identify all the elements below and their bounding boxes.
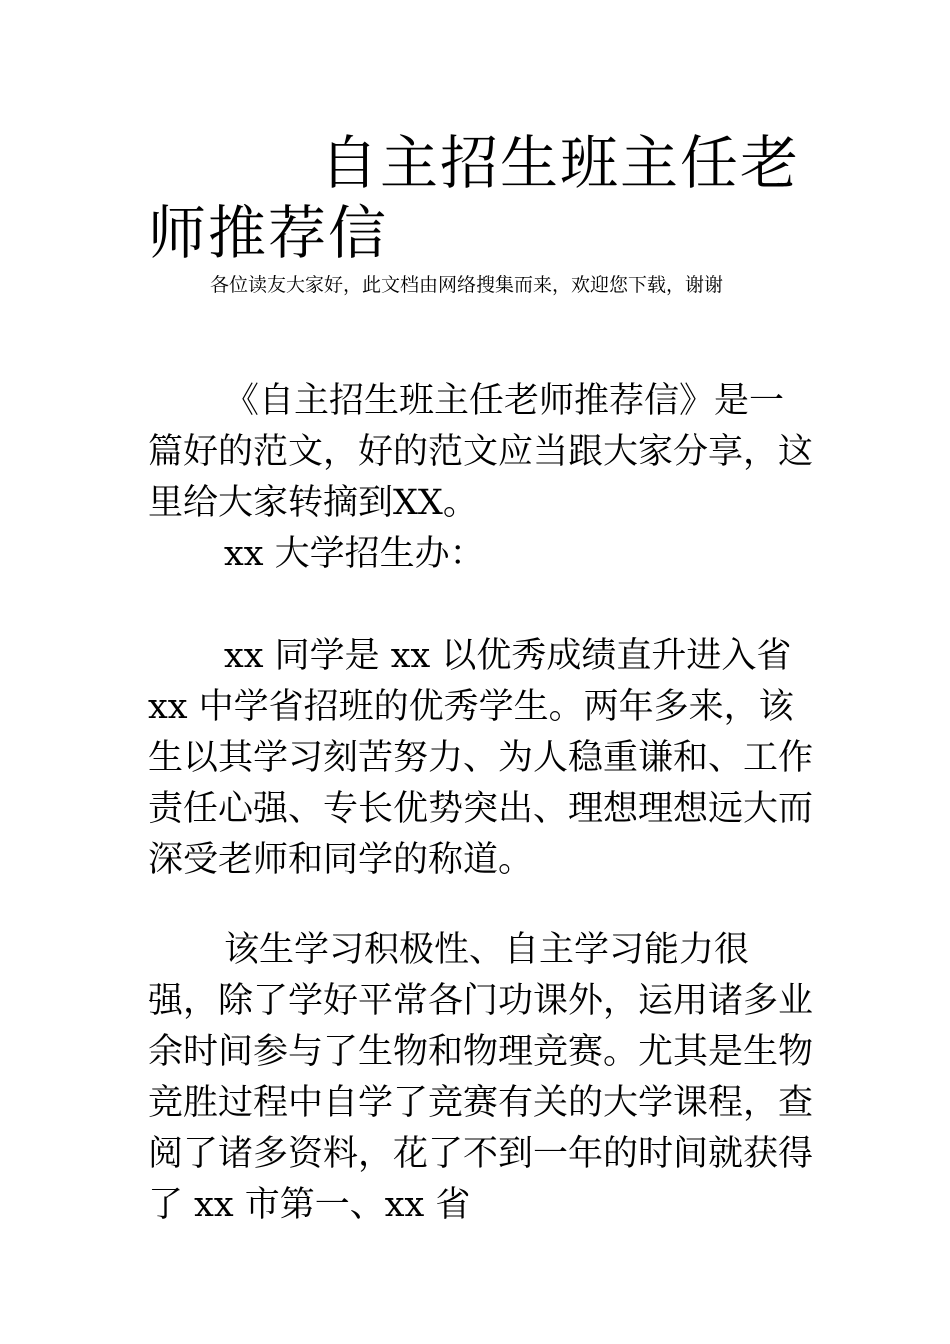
intro-paragraph: 《自主招生班主任老师推荐信》是一篇好的范文，好的范文应当跟大家分享，这里给大家转摘到XX。 bbox=[148, 381, 814, 523]
title-line-2: 师推荐信 bbox=[148, 199, 389, 267]
body-paragraph-1: xx 同学是 xx 以优秀成绩直升进入省 xx 中学省招班的优秀学生。两年多来，该生以其学习刻苦努力、为人稳重谦和、工作责任心强、专长优势突出、理想理想远大而深受老师和同学的称道。 bbox=[148, 636, 814, 880]
salutation: xx 大学招生办： bbox=[224, 534, 485, 574]
download-note: 各位读友大家好，此文档由网络搜集而来，欢迎您下载，谢谢 bbox=[210, 274, 724, 296]
document-title bbox=[148, 128, 808, 268]
title-line-1: 自主招生班主任老 bbox=[320, 129, 801, 197]
body-paragraph-2: 该生学习积极性、自主学习能力很强，除了学好平常各门功课外，运用诸多业余时间参与了生物和物理竞赛。尤其是生物竞胜过程中自学了竞赛有关的大学课程，查阅了诸多资料，花了不到一年的时间就获得了 xx 市第一、xx 省 bbox=[148, 930, 814, 1225]
